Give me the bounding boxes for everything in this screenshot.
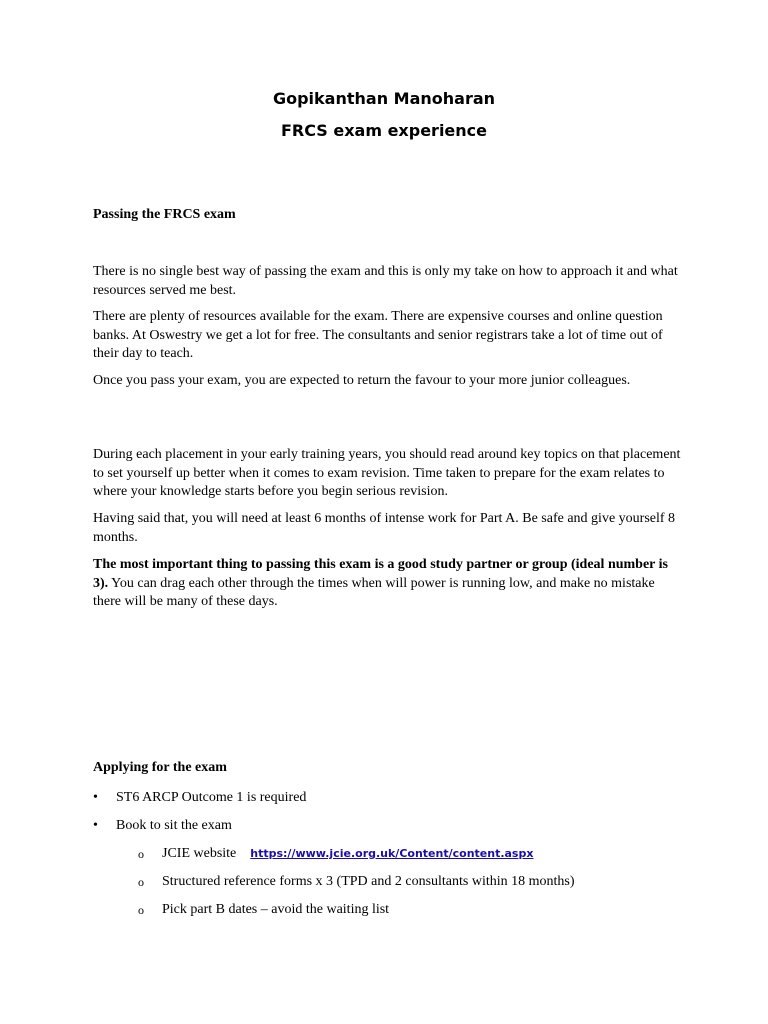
circle-bullet-icon: o — [138, 903, 144, 917]
sub-list-item-content — [162, 846, 533, 862]
bullet-icon: • — [93, 818, 98, 833]
jcie-website-link[interactable]: https://www.jcie.org.uk/Content/content.aspx — [250, 847, 534, 860]
document-title: FRCS exam experience — [280, 121, 488, 140]
sub-list-item-text: JCIE website — [162, 846, 237, 861]
list-item-text: Book to sit the exam — [116, 818, 232, 833]
section-heading-applying: Applying for the exam — [93, 760, 227, 775]
sub-list-item-text: Structured reference forms x 3 (TPD and 2 consultants within 18 months) — [162, 874, 575, 889]
circle-bullet-icon: o — [138, 875, 144, 889]
sub-list-item-text: Pick part B dates – avoid the waiting list — [162, 902, 390, 917]
section-heading-passing: Passing the FRCS exam — [93, 207, 236, 222]
author-name: Gopikanthan Manoharan — [272, 89, 496, 108]
study-partner-text: You can drag each other through the times when will power is running low, and make no mistake there will be many of these days. — [93, 575, 655, 609]
paragraph-intro: There is no single best way of passing the exam and this is only my take on how to approach it and what resources served me best. — [93, 264, 678, 298]
study-partner-emphasis: The most important thing to passing this exam is a good study partner or group (ideal number is 3). — [93, 557, 668, 591]
paragraph-resources: There are plenty of resources available for the exam. There are expensive courses and online question banks. At Oswestry we get a lot for free. The consultants and senior registrars take a lot of time out of their day to teach. — [93, 309, 663, 361]
paragraph-return-favour: Once you pass your exam, you are expected to return the favour to your more junior colleagues. — [93, 373, 631, 388]
circle-bullet-icon: o — [138, 847, 144, 861]
paragraph-duration: Having said that, you will need at least 6 months of intense work for Part A. Be safe and give yourself 8 months. — [93, 511, 676, 545]
paragraph-study-partner — [93, 556, 683, 612]
bullet-icon: • — [93, 790, 98, 805]
list-item-text: ST6 ARCP Outcome 1 is required — [116, 790, 307, 805]
paragraph-placement: During each placement in your early training years, you should read around key topics on that placement to set yourself up better when it comes to exam revision. Time taken to prepare for the exam relates to where your knowledge starts before you begin serious revision. — [93, 447, 681, 499]
